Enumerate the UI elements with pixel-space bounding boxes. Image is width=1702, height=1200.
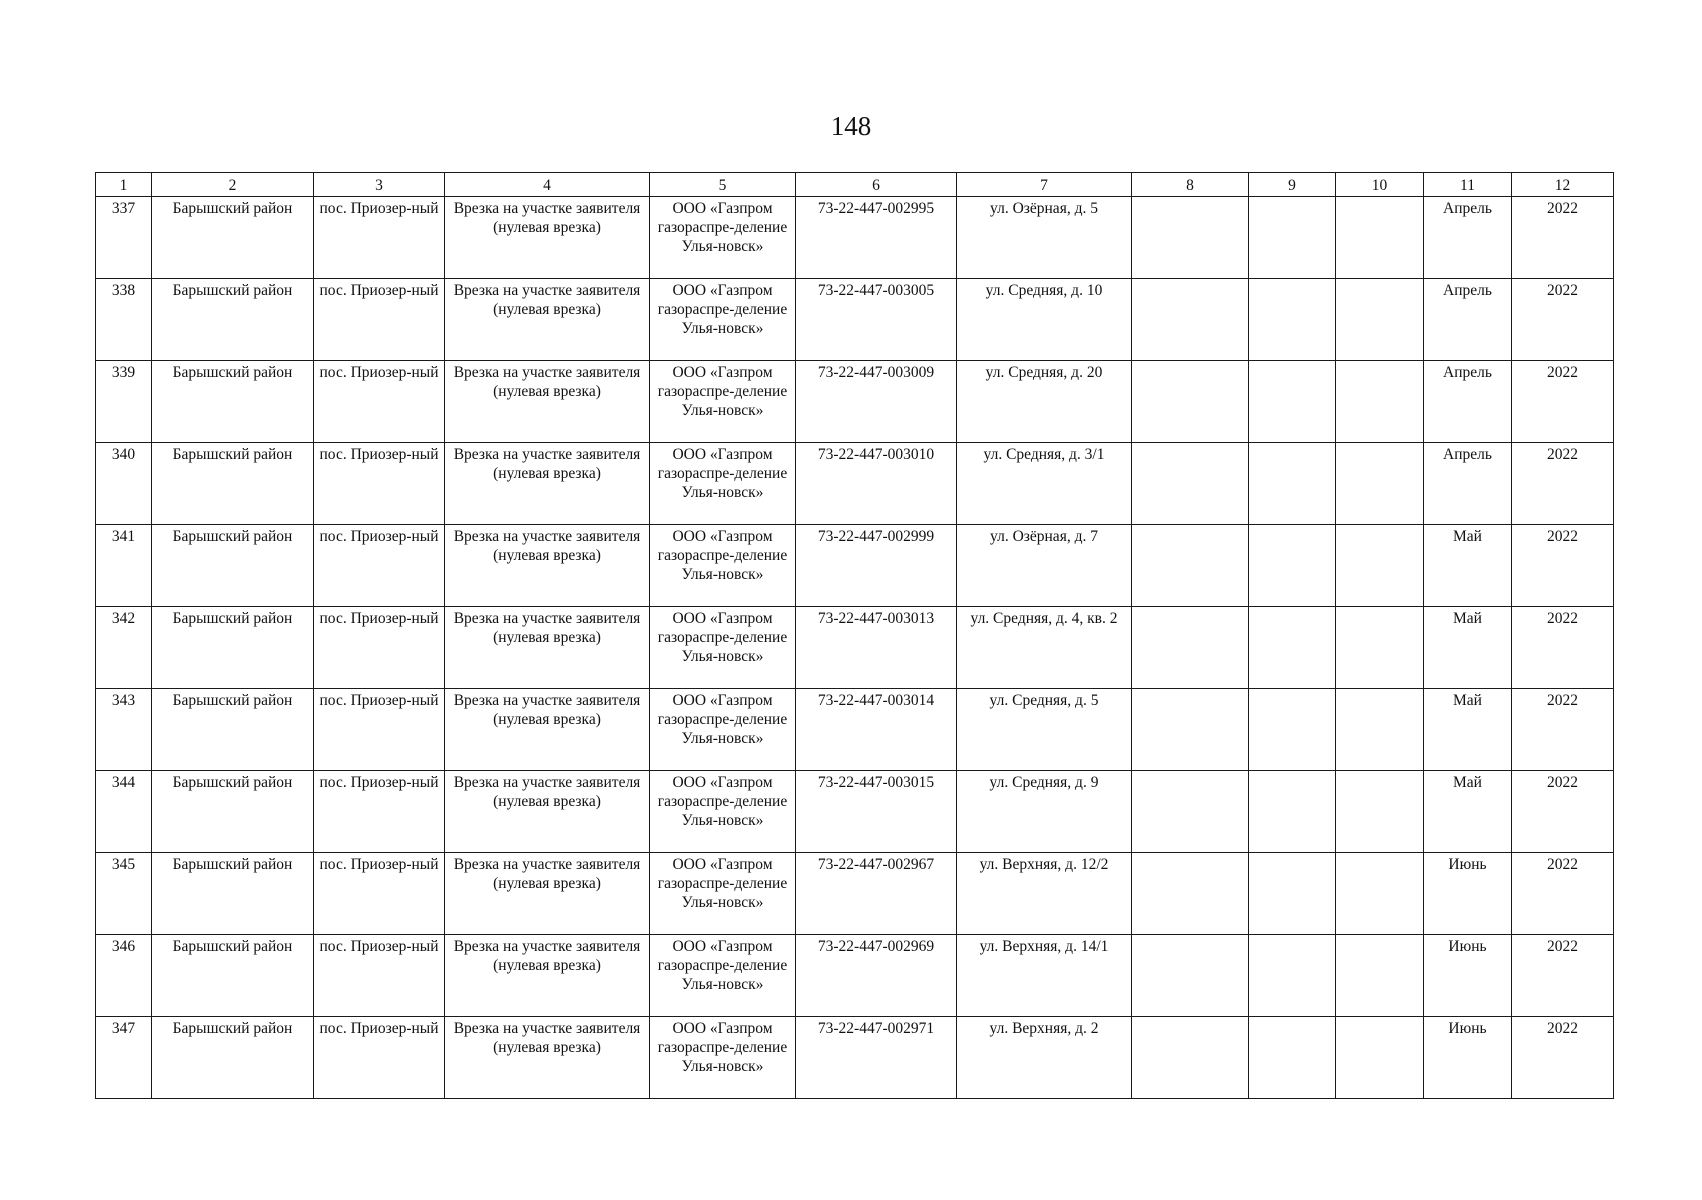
- column-9-cell: [1249, 525, 1336, 607]
- column-9-cell: [1249, 771, 1336, 853]
- column-8-cell: [1132, 1017, 1249, 1099]
- address-cell: ул. Озёрная, д. 7: [957, 525, 1132, 607]
- column-8-cell: [1132, 689, 1249, 771]
- column-header: 2: [152, 173, 314, 197]
- district-cell: Барышский район: [152, 853, 314, 935]
- year-cell: 2022: [1512, 279, 1614, 361]
- work-description-cell: Врезка на участке заявителя (нулевая врезка): [445, 443, 650, 525]
- address-cell: ул. Средняя, д. 10: [957, 279, 1132, 361]
- month-cell: Май: [1424, 771, 1512, 853]
- district-cell: Барышский район: [152, 443, 314, 525]
- organization-cell: ООО «Газпром газораспре-деление Улья-новск»: [650, 525, 796, 607]
- settlement-cell: пос. Приозер-ный: [314, 279, 445, 361]
- settlement-cell: пос. Приозер-ный: [314, 607, 445, 689]
- organization-cell: ООО «Газпром газораспре-деление Улья-новск»: [650, 443, 796, 525]
- settlement-cell: пос. Приозер-ный: [314, 935, 445, 1017]
- page-number: 148: [830, 111, 872, 141]
- column-8-cell: [1132, 607, 1249, 689]
- settlement-cell: пос. Приозер-ный: [314, 1017, 445, 1099]
- column-header: 12: [1512, 173, 1614, 197]
- organization-cell: ООО «Газпром газораспре-деление Улья-новск»: [650, 689, 796, 771]
- row-number-cell: 337: [96, 197, 152, 279]
- month-cell: Май: [1424, 689, 1512, 771]
- work-description-cell: Врезка на участке заявителя (нулевая врезка): [445, 689, 650, 771]
- column-9-cell: [1249, 689, 1336, 771]
- column-8-cell: [1132, 935, 1249, 1017]
- column-9-cell: [1249, 853, 1336, 935]
- table-row: [96, 443, 1614, 525]
- year-cell: 2022: [1512, 771, 1614, 853]
- column-10-cell: [1336, 1017, 1424, 1099]
- column-9-cell: [1249, 361, 1336, 443]
- settlement-cell: пос. Приозер-ный: [314, 197, 445, 279]
- settlement-cell: пос. Приозер-ный: [314, 443, 445, 525]
- address-cell: ул. Средняя, д. 20: [957, 361, 1132, 443]
- row-number-cell: 345: [96, 853, 152, 935]
- month-cell: Апрель: [1424, 361, 1512, 443]
- column-10-cell: [1336, 771, 1424, 853]
- month-cell: Апрель: [1424, 197, 1512, 279]
- organization-cell: ООО «Газпром газораспре-деление Улья-новск»: [650, 853, 796, 935]
- column-10-cell: [1336, 853, 1424, 935]
- table-row: [96, 689, 1614, 771]
- organization-cell: ООО «Газпром газораспре-деление Улья-новск»: [650, 935, 796, 1017]
- table-row: [96, 607, 1614, 689]
- district-cell: Барышский район: [152, 1017, 314, 1099]
- organization-cell: ООО «Газпром газораспре-деление Улья-новск»: [650, 607, 796, 689]
- column-10-cell: [1336, 935, 1424, 1017]
- month-cell: Апрель: [1424, 279, 1512, 361]
- object-code-cell: 73-22-447-003009: [796, 361, 957, 443]
- address-cell: ул. Верхняя, д. 2: [957, 1017, 1132, 1099]
- column-header: 5: [650, 173, 796, 197]
- district-cell: Барышский район: [152, 197, 314, 279]
- month-cell: Май: [1424, 525, 1512, 607]
- row-number-cell: 344: [96, 771, 152, 853]
- row-number-cell: 347: [96, 1017, 152, 1099]
- organization-cell: ООО «Газпром газораспре-деление Улья-новск»: [650, 361, 796, 443]
- year-cell: 2022: [1512, 853, 1614, 935]
- object-code-cell: 73-22-447-003014: [796, 689, 957, 771]
- address-cell: ул. Верхняя, д. 12/2: [957, 853, 1132, 935]
- address-cell: ул. Средняя, д. 5: [957, 689, 1132, 771]
- work-description-cell: Врезка на участке заявителя (нулевая врезка): [445, 279, 650, 361]
- column-9-cell: [1249, 197, 1336, 279]
- organization-cell: ООО «Газпром газораспре-деление Улья-новск»: [650, 279, 796, 361]
- column-8-cell: [1132, 361, 1249, 443]
- column-header: 1: [96, 173, 152, 197]
- column-9-cell: [1249, 1017, 1336, 1099]
- table-row: [96, 1017, 1614, 1099]
- year-cell: 2022: [1512, 525, 1614, 607]
- object-code-cell: 73-22-447-002995: [796, 197, 957, 279]
- column-8-cell: [1132, 279, 1249, 361]
- organization-cell: ООО «Газпром газораспре-деление Улья-новск»: [650, 771, 796, 853]
- work-description-cell: Врезка на участке заявителя (нулевая врезка): [445, 853, 650, 935]
- district-cell: Барышский район: [152, 689, 314, 771]
- table-row: [96, 525, 1614, 607]
- table-row: [96, 279, 1614, 361]
- organization-cell: ООО «Газпром газораспре-деление Улья-новск»: [650, 1017, 796, 1099]
- object-code-cell: 73-22-447-003005: [796, 279, 957, 361]
- column-9-cell: [1249, 935, 1336, 1017]
- table-row: [96, 935, 1614, 1017]
- settlement-cell: пос. Приозер-ный: [314, 525, 445, 607]
- year-cell: 2022: [1512, 361, 1614, 443]
- district-cell: Барышский район: [152, 525, 314, 607]
- header-row: [96, 173, 1614, 197]
- column-8-cell: [1132, 443, 1249, 525]
- year-cell: 2022: [1512, 607, 1614, 689]
- district-cell: Барышский район: [152, 361, 314, 443]
- column-8-cell: [1132, 771, 1249, 853]
- object-code-cell: 73-22-447-003010: [796, 443, 957, 525]
- row-number-cell: 339: [96, 361, 152, 443]
- column-10-cell: [1336, 279, 1424, 361]
- district-cell: Барышский район: [152, 279, 314, 361]
- work-description-cell: Врезка на участке заявителя (нулевая врезка): [445, 935, 650, 1017]
- column-header: 10: [1336, 173, 1424, 197]
- work-description-cell: Врезка на участке заявителя (нулевая врезка): [445, 771, 650, 853]
- column-header: 6: [796, 173, 957, 197]
- work-description-cell: Врезка на участке заявителя (нулевая врезка): [445, 361, 650, 443]
- table-row: [96, 771, 1614, 853]
- table-row: [96, 361, 1614, 443]
- address-cell: ул. Средняя, д. 3/1: [957, 443, 1132, 525]
- district-cell: Барышский район: [152, 771, 314, 853]
- work-description-cell: Врезка на участке заявителя (нулевая врезка): [445, 607, 650, 689]
- row-number-cell: 341: [96, 525, 152, 607]
- object-code-cell: 73-22-447-002969: [796, 935, 957, 1017]
- column-10-cell: [1336, 525, 1424, 607]
- object-code-cell: 73-22-447-002971: [796, 1017, 957, 1099]
- table-body: [96, 197, 1614, 1099]
- column-9-cell: [1249, 443, 1336, 525]
- settlement-cell: пос. Приозер-ный: [314, 771, 445, 853]
- column-8-cell: [1132, 197, 1249, 279]
- row-number-cell: 346: [96, 935, 152, 1017]
- column-10-cell: [1336, 197, 1424, 279]
- organization-cell: ООО «Газпром газораспре-деление Улья-новск»: [650, 197, 796, 279]
- settlement-cell: пос. Приозер-ный: [314, 853, 445, 935]
- object-code-cell: 73-22-447-003015: [796, 771, 957, 853]
- address-cell: ул. Средняя, д. 9: [957, 771, 1132, 853]
- district-cell: Барышский район: [152, 607, 314, 689]
- column-10-cell: [1336, 689, 1424, 771]
- column-10-cell: [1336, 361, 1424, 443]
- year-cell: 2022: [1512, 1017, 1614, 1099]
- month-cell: Апрель: [1424, 443, 1512, 525]
- column-header: 7: [957, 173, 1132, 197]
- month-cell: Июнь: [1424, 935, 1512, 1017]
- settlement-cell: пос. Приозер-ный: [314, 689, 445, 771]
- object-code-cell: 73-22-447-002967: [796, 853, 957, 935]
- work-description-cell: Врезка на участке заявителя (нулевая врезка): [445, 197, 650, 279]
- column-10-cell: [1336, 443, 1424, 525]
- table-row: [96, 853, 1614, 935]
- year-cell: 2022: [1512, 443, 1614, 525]
- column-header: 4: [445, 173, 650, 197]
- column-8-cell: [1132, 853, 1249, 935]
- column-9-cell: [1249, 607, 1336, 689]
- column-header: 9: [1249, 173, 1336, 197]
- year-cell: 2022: [1512, 935, 1614, 1017]
- object-code-cell: 73-22-447-002999: [796, 525, 957, 607]
- address-cell: ул. Средняя, д. 4, кв. 2: [957, 607, 1132, 689]
- object-code-cell: 73-22-447-003013: [796, 607, 957, 689]
- year-cell: 2022: [1512, 689, 1614, 771]
- month-cell: Май: [1424, 607, 1512, 689]
- document-table: [95, 172, 1614, 1099]
- address-cell: ул. Озёрная, д. 5: [957, 197, 1132, 279]
- row-number-cell: 338: [96, 279, 152, 361]
- month-cell: Июнь: [1424, 853, 1512, 935]
- table-header: [96, 173, 1614, 197]
- district-cell: Барышский район: [152, 935, 314, 1017]
- month-cell: Июнь: [1424, 1017, 1512, 1099]
- settlement-cell: пос. Приозер-ный: [314, 361, 445, 443]
- row-number-cell: 340: [96, 443, 152, 525]
- column-header: 3: [314, 173, 445, 197]
- row-number-cell: 342: [96, 607, 152, 689]
- address-cell: ул. Верхняя, д. 14/1: [957, 935, 1132, 1017]
- year-cell: 2022: [1512, 197, 1614, 279]
- column-8-cell: [1132, 525, 1249, 607]
- column-header: 8: [1132, 173, 1249, 197]
- column-header: 11: [1424, 173, 1512, 197]
- row-number-cell: 343: [96, 689, 152, 771]
- table-row: [96, 197, 1614, 279]
- column-9-cell: [1249, 279, 1336, 361]
- work-description-cell: Врезка на участке заявителя (нулевая врезка): [445, 525, 650, 607]
- work-description-cell: Врезка на участке заявителя (нулевая врезка): [445, 1017, 650, 1099]
- column-10-cell: [1336, 607, 1424, 689]
